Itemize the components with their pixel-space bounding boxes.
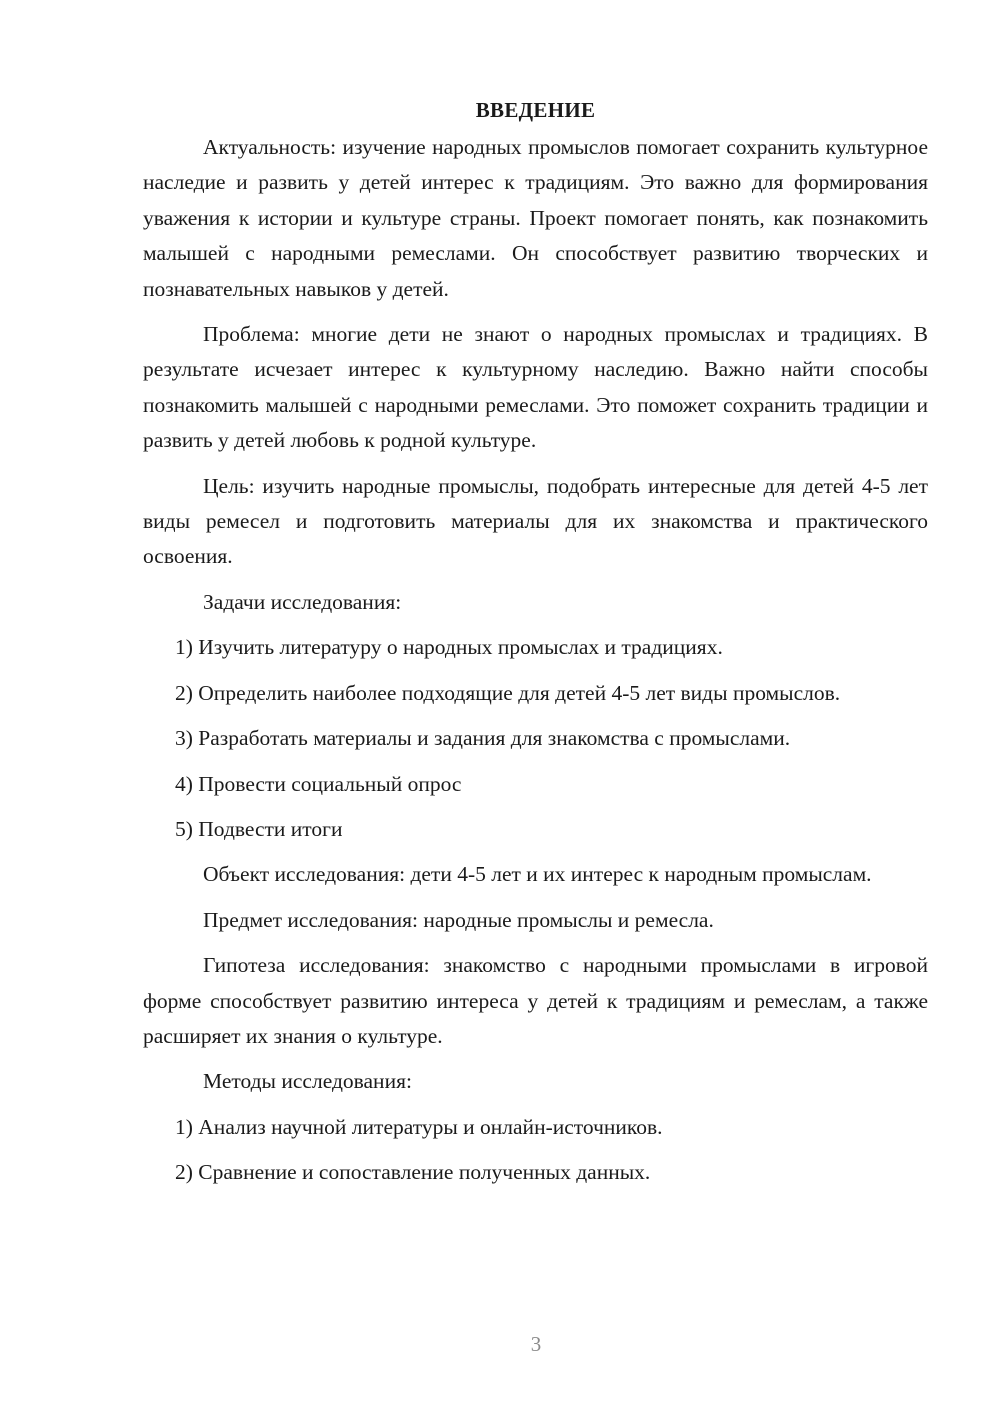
methods-heading: Методы исследования: bbox=[203, 1069, 412, 1094]
task-item: 5) Подвести итоги bbox=[175, 816, 343, 841]
task-item: 4) Провести социальный опрос bbox=[175, 771, 462, 796]
task-item: 1) Изучить литературу о народных промыслах и традициях. bbox=[175, 635, 723, 660]
relevance-paragraph: Актуальность: изучение народных промыслов помогает сохранить культурное наследие и развить у детей интерес к традициям. Это важно для формирования уважения к истории и культуре страны. Проект помогает понять, как познакомить малышей с народными ремеслами. Он способствует развитию творческих и познавательных навыков у детей. bbox=[143, 135, 928, 301]
task-item: 3) Разработать материалы и задания для знакомства с промыслами. bbox=[175, 726, 791, 751]
method-item: 1) Анализ научной литературы и онлайн-источников. bbox=[175, 1114, 663, 1139]
section-title: ВВЕДЕНИЕ bbox=[475, 98, 596, 122]
page-number: 3 bbox=[530, 1332, 542, 1356]
document-page bbox=[143, 92, 928, 1201]
goal-paragraph: Цель: изучить народные промыслы, подобрать интересные для детей 4-5 лет виды ремесел и подготовить материалы для их знакомства и практического освоения. bbox=[143, 473, 928, 569]
subject-paragraph: Предмет исследования: народные промыслы и ремесла. bbox=[203, 907, 714, 932]
task-item: 2) Определить наиболее подходящие для детей 4-5 лет виды промыслов. bbox=[175, 680, 841, 705]
method-item: 2) Сравнение и сопоставление полученных данных. bbox=[175, 1160, 651, 1185]
tasks-heading: Задачи исследования: bbox=[203, 589, 402, 614]
problem-paragraph: Проблема: многие дети не знают о народных промыслах и традициях. В результате исчезает интерес к культурному наследию. Важно найти способы познакомить малышей с народными ремеслами. Это поможет сохранить традиции и развить у детей любовь к родной культуре. bbox=[143, 322, 928, 453]
object-paragraph: Объект исследования: дети 4-5 лет и их интерес к народным промыслам. bbox=[203, 862, 872, 887]
hypothesis-paragraph: Гипотеза исследования: знакомство с народными промыслами в игровой форме способствует развитию интереса у детей к традициям и ремеслам, а также расширяет их знания о культуре. bbox=[143, 953, 928, 1048]
